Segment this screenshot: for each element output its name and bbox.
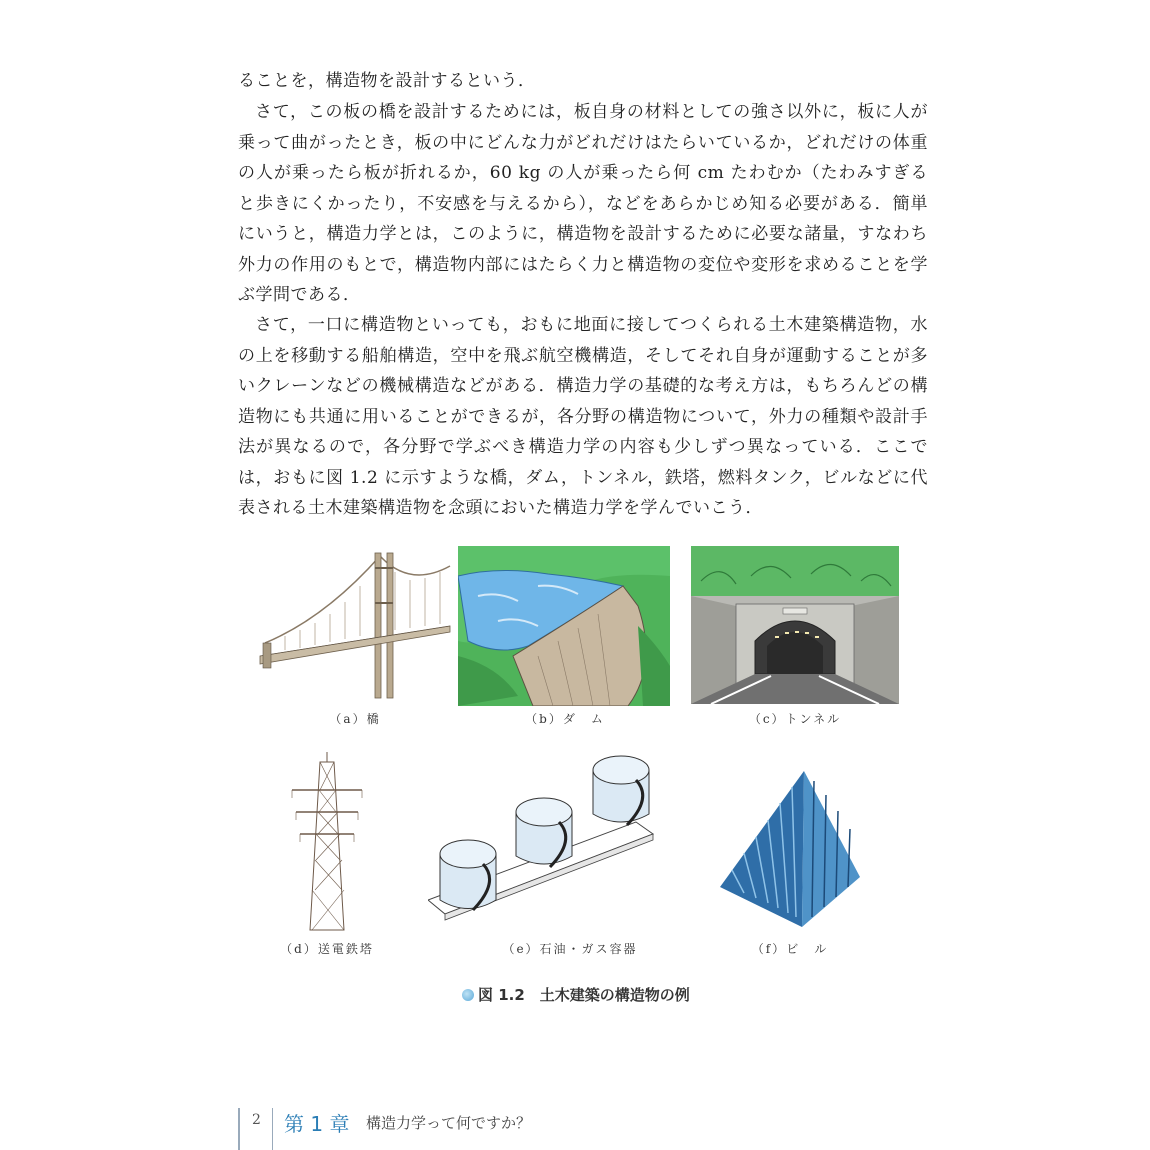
dam-illustration bbox=[458, 546, 670, 706]
caption-c: （c）トンネル bbox=[748, 712, 842, 726]
chapter-label: 第 1 章 bbox=[284, 1112, 350, 1136]
figure-title-text: 図 1.2 土木建築の構造物の例 bbox=[478, 986, 690, 1004]
page-number: 2 bbox=[252, 1112, 261, 1128]
bridge-illustration bbox=[255, 548, 455, 703]
tunnel-illustration bbox=[691, 546, 899, 704]
chapter-title: 構造力学って何ですか？ bbox=[366, 1114, 532, 1132]
bullet-dot-icon bbox=[462, 989, 474, 1001]
paragraph-2: さて，この板の橋を設計するためには，板自身の材料としての強さ以外に，板に人が乗って曲がったとき，板の中にどんな力がどれだけはたらいているか，どれだけの体重の人が乗ったら板が折れるか，60 kg の人が乗ったら何 cm たわむか（たわみすぎると歩きにくかったり，不安感を与えるから），などをあらかじめ知る必要がある．簡単にいうと，構造力学とは，このように，構造物を設計するために必要な諸量，すなわち外力の作用のもとで，構造物内部にはたらく力と構造物の変位や変形を求めることを学ぶ学問である． bbox=[238, 102, 928, 305]
footer-divider bbox=[238, 1108, 240, 1150]
figure-title bbox=[462, 984, 690, 1005]
caption-f: （f）ビ ル bbox=[751, 942, 829, 956]
footer-divider-2 bbox=[272, 1108, 273, 1150]
paragraph-1: ることを，構造物を設計するという． bbox=[238, 71, 536, 91]
caption-e: （e）石油・ガス容器 bbox=[502, 942, 638, 956]
storage-tanks-illustration bbox=[428, 752, 690, 937]
transmission-tower-illustration bbox=[282, 750, 372, 932]
paragraph-3: さて，一口に構造物といっても，おもに地面に接してつくられる土木建築構造物，水の上を移動する船舶構造，空中を飛ぶ航空機構造，そしてそれ自身が運動することが多いクレーンなどの機械構造などがある．構造力学の基礎的な考え方は，もちろんどの構造物にも共通に用いることができるが，各分野の構造物について，外力の種類や設計手法が異なるので，各分野で学ぶべき構造力学の内容も少しずつ異なっている．ここでは，おもに図 1.2 に示すような橋，ダム，トンネル，鉄塔，燃料タンク，ビルなどに代表される土木建築構造物を念頭においた構造力学を学んでいこう． bbox=[238, 315, 928, 518]
caption-b: （b）ダ ム bbox=[525, 712, 605, 726]
caption-d: （d）送電鉄塔 bbox=[280, 942, 374, 956]
skyscraper-illustration bbox=[710, 767, 870, 932]
caption-a: （a）橋 bbox=[329, 712, 381, 726]
